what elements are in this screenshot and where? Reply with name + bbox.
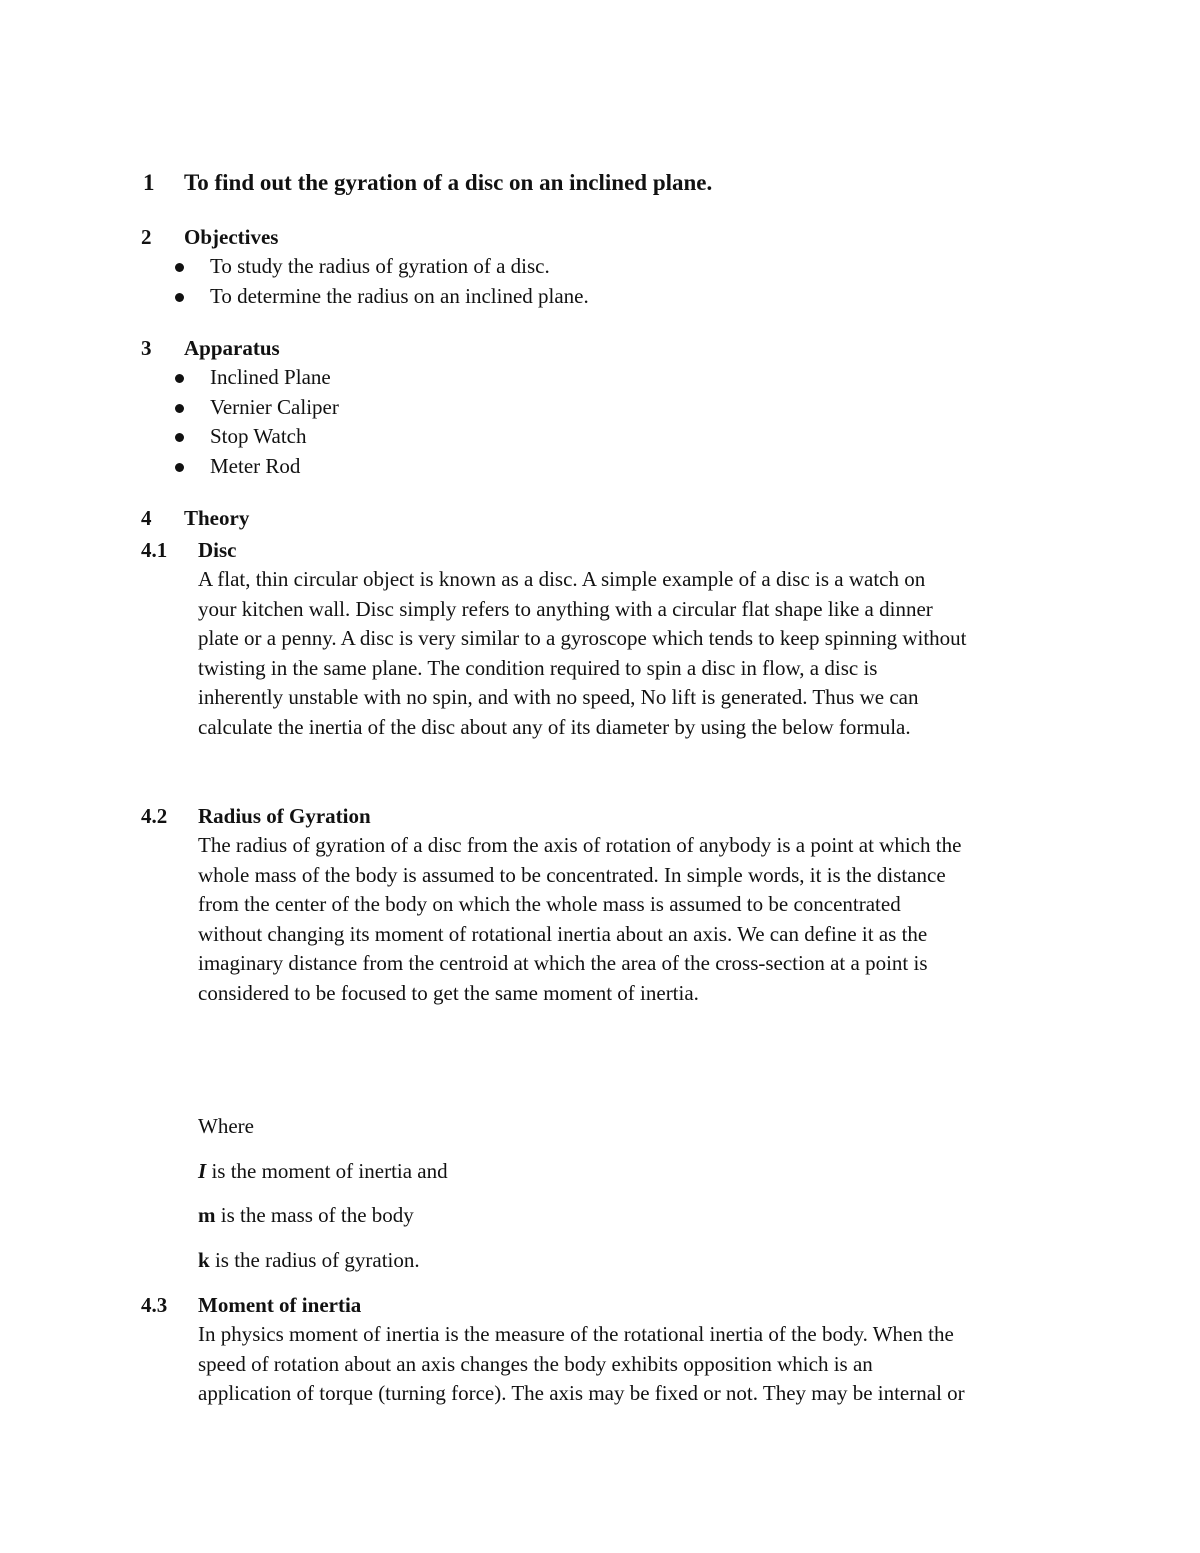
section-1-number: 1 — [143, 170, 155, 195]
where-label: Where — [198, 1114, 254, 1138]
bullet-icon — [175, 293, 184, 302]
moment-of-inertia-paragraph: In physics moment of inertia is the measure of the rotational inertia of the body. When the speed of rotation about an axis changes the body exhibits opposition which is an application of torque (turning force). The axis may be fixed or not. They may be internal or — [198, 1322, 965, 1405]
section-4-3-number: 4.3 — [141, 1293, 168, 1317]
section-4-number: 4 — [141, 506, 152, 530]
list-item: Vernier Caliper — [172, 393, 339, 423]
section-2-number: 2 — [141, 225, 152, 249]
bullet-icon — [175, 374, 184, 383]
definition-mass: m is the mass of the body — [198, 1203, 414, 1227]
objectives-list — [172, 252, 589, 311]
bullet-icon — [175, 463, 184, 472]
section-3-number: 3 — [141, 336, 152, 360]
apparatus-list — [172, 363, 339, 481]
definition-radius: k is the radius of gyration. — [198, 1248, 420, 1272]
radius-of-gyration-paragraph: The radius of gyration of a disc from the axis of rotation of anybody is a point at which the whole mass of the body is assumed to be concentrated. In simple words, it is the distance from the center of the body on which the whole mass is assumed to be concentrated without changing its moment of rotational inertia about an axis. We can define it as the imaginary distance from the centroid at which the area of the cross-section at a point is considered to be focused to get the same moment of inertia. — [198, 833, 962, 1005]
section-1-title: To find out the gyration of a disc on an inclined plane. — [184, 170, 713, 195]
bullet-icon — [175, 433, 184, 442]
section-4-title: Theory — [184, 506, 250, 530]
definition-inertia: I is the moment of inertia and — [198, 1159, 448, 1183]
section-2-title: Objectives — [184, 225, 279, 249]
list-item: To determine the radius on an inclined plane. — [172, 282, 589, 312]
disc-paragraph: A flat, thin circular object is known as a disc. A simple example of a disc is a watch on your kitchen wall. Disc simply refers to anything with a circular flat shape like a dinner plate or a penny. A disc is very similar to a gyroscope which tends to keep spinning without twisting in the same plane. The condition required to spin a disc in flow, a disc is inherently unstable with no spin, and with no speed, No lift is generated. Thus we can calculate the inertia of the disc about any of its diameter by using the below formula. — [198, 567, 967, 739]
section-4-2-title: Radius of Gyration — [198, 804, 371, 828]
list-item: To study the radius of gyration of a disc. — [172, 252, 589, 282]
section-4-1-number: 4.1 — [141, 538, 168, 562]
list-item: Meter Rod — [172, 452, 339, 482]
list-item: Stop Watch — [172, 422, 339, 452]
section-4-3-title: Moment of inertia — [198, 1293, 362, 1317]
section-4-1-title: Disc — [198, 538, 237, 562]
list-item: Inclined Plane — [172, 363, 339, 393]
section-3-title: Apparatus — [184, 336, 280, 360]
section-4-2-number: 4.2 — [141, 804, 168, 828]
bullet-icon — [175, 404, 184, 413]
bullet-icon — [175, 263, 184, 272]
